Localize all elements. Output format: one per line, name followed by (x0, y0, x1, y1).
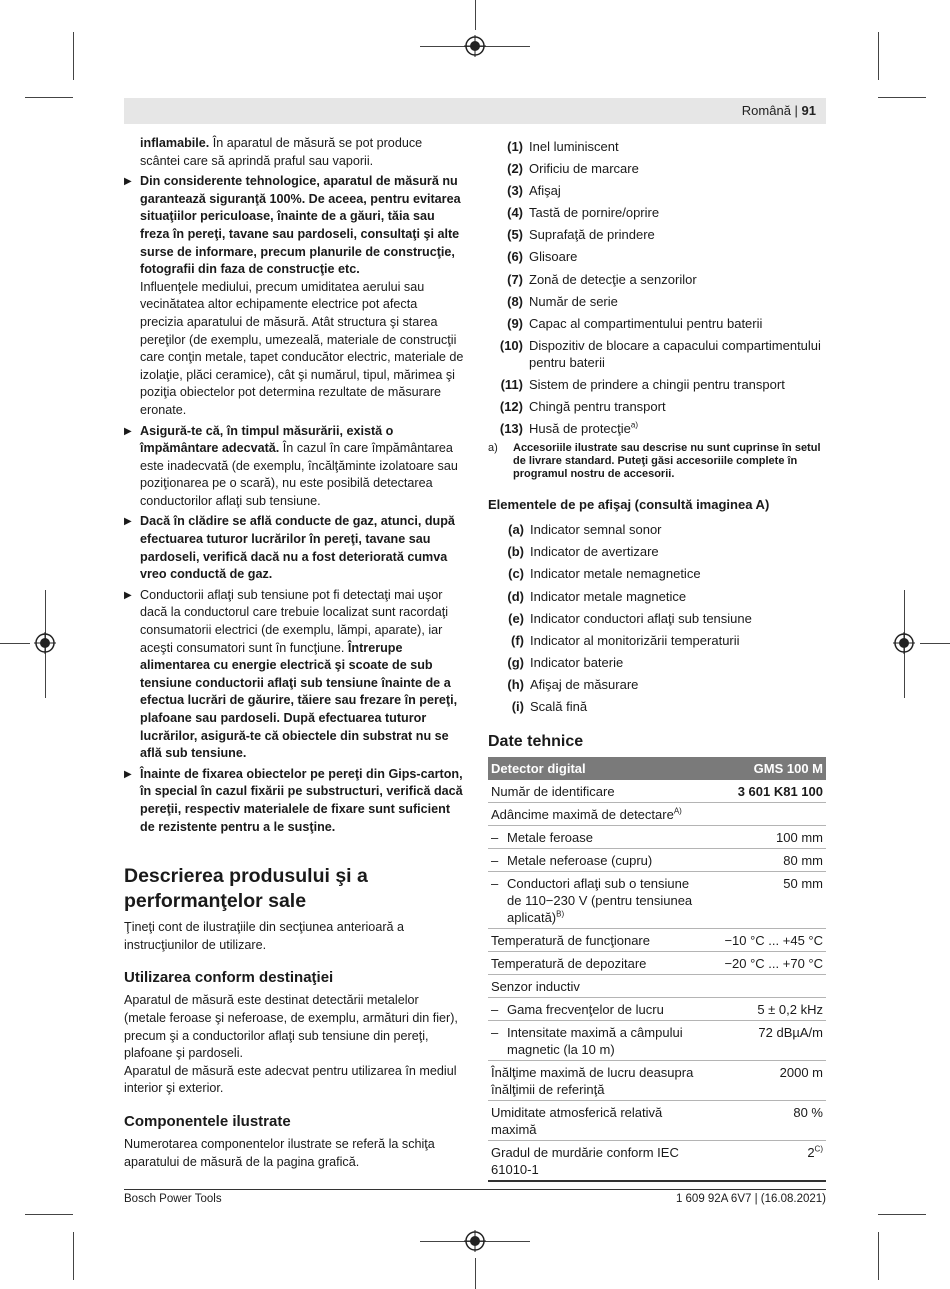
table-cell (488, 1020, 699, 1060)
display-item (488, 654, 826, 671)
display-item-label: Indicator metale nemagnetice (530, 566, 701, 582)
component-item-number: (7) (507, 271, 523, 287)
crop-mark (73, 1232, 74, 1280)
dash: – (491, 1024, 499, 1040)
table-cell: 2000 m (699, 1060, 826, 1100)
registration-mark-icon (464, 35, 486, 57)
display-item-label: Indicator baterie (530, 654, 624, 670)
component-item-label: Dispozitiv de blocare a capacului compartimentului pentru baterii (529, 337, 821, 370)
table-cell: GMS 100 M (699, 757, 826, 780)
crop-mark (878, 97, 926, 98)
component-item (488, 204, 826, 221)
table-cell: −20 °C ... +70 °C (699, 951, 826, 974)
registration-mark-icon (893, 632, 915, 654)
table-row (488, 871, 826, 928)
display-item-number: (b) (507, 544, 524, 560)
table-cell: Umiditate atmosferică relativă maximă (488, 1100, 699, 1140)
display-item (488, 543, 826, 560)
component-item (488, 376, 826, 393)
crop-mark (0, 643, 30, 644)
component-item (488, 160, 826, 177)
table-cell: Temperatură de funcţionare (488, 928, 699, 951)
depth-label: Adâncime maximă de detectare (491, 806, 674, 822)
crop-mark (475, 0, 476, 30)
component-item-number: (10) (499, 337, 523, 353)
table-row (488, 825, 826, 848)
display-item-label: Indicator de avertizare (530, 544, 659, 560)
table-cell (488, 825, 699, 848)
table-cell: Număr de identificare (488, 779, 699, 802)
dash: – (491, 829, 499, 845)
component-item-number: (3) (507, 183, 523, 199)
display-item-number: (i) (511, 698, 524, 714)
component-item (488, 293, 826, 310)
bullet-4-bold: Întrerupe alimentarea cu energie electrică şi scoate de sub tensiune conductorii aflaţi sub tensiune înainte de a efectua lucrări de găurire, tăiere sau frezare în pereţi, plafoane sau pardoseli. După efectuarea tuturor lucrărilor, asigură-te că obiectele din substrat nu se află sub tensiune. (140, 640, 458, 761)
component-item-label: Husă de protecţie (529, 421, 631, 437)
display-item-number: (f) (511, 632, 524, 648)
note-label: a) (488, 442, 498, 455)
bullet-3-bold: Dacă în clădire se află conducte de gaz, atunci, după efectuarea tuturor lucrărilor în pereţi, tavane sau pardoseli, verifică dacă nu a fost deteriorată cumva vreo conductă de gaz. (140, 514, 455, 582)
left-column (124, 135, 464, 1171)
component-item (488, 315, 826, 332)
table-row (488, 1060, 826, 1100)
footnote-ref: B) (556, 909, 565, 919)
page-number: 91 (801, 103, 816, 118)
display-item (488, 565, 826, 582)
label: Conductori aflaţi sub o tensiune de 110−230 V (pentru tensiunea aplicată) (507, 875, 693, 925)
header-text: Română | 91 (741, 103, 816, 118)
table-cell (488, 997, 699, 1020)
table-cell (488, 802, 826, 825)
table-cell: −10 °C ... +45 °C (699, 928, 826, 951)
bullet-5-bold: Înainte de fixarea obiectelor pe pereţi din Gips-carton, în special în cazul fixării pe substructuri, verifică dacă pereţii, respectiv materialele de fixare sunt suficient de rezistente pentru a le susţine. (140, 766, 463, 834)
table-row (488, 974, 826, 997)
safety-bullet (124, 423, 464, 511)
intro-paragraph (124, 135, 464, 170)
crop-mark (878, 32, 879, 80)
component-item (488, 420, 826, 437)
bullet-2-bold: Asigură-te că, în timpul măsurării, există o împământare adecvată. (140, 423, 394, 456)
accessory-note (488, 442, 826, 481)
display-item-label: Indicator al monitorizării temperaturii (530, 632, 740, 648)
footnote-ref: a) (630, 420, 639, 430)
label: Metale feroase (507, 829, 593, 845)
display-list (488, 521, 826, 715)
table-cell (488, 871, 699, 928)
section-title: Descrierea produsului şi a performanţelor sale (124, 865, 368, 913)
component-item-number: (11) (500, 376, 523, 392)
display-item-label: Afişaj de măsurare (530, 676, 639, 692)
right-column (488, 138, 826, 1182)
header-language: Română (741, 103, 791, 118)
component-item-label: Număr de serie (529, 293, 618, 309)
table-cell: Gradul de murdărie conform IEC 61010-1 (488, 1140, 699, 1181)
table-cell: 5 ± 0,2 kHz (699, 997, 826, 1020)
label: Intensitate maximă a câmpului magnetic (la 10 m) (507, 1024, 683, 1057)
component-item-label: Afişaj (529, 183, 561, 199)
display-item-number: (d) (507, 588, 524, 604)
table-row (488, 997, 826, 1020)
component-item-label: Orificiu de marcare (529, 161, 639, 177)
display-item-number: (h) (507, 676, 524, 692)
footnote-ref: C) (814, 1144, 823, 1154)
component-item-number: (1) (507, 139, 523, 154)
display-item (488, 632, 826, 649)
component-item-number: (9) (507, 315, 523, 331)
display-item-number: (c) (508, 566, 524, 582)
table-cell (699, 1140, 826, 1181)
registration-mark-icon (464, 1230, 486, 1252)
footer-rule (124, 1189, 826, 1190)
note-text: Accesoriile ilustrate sau descrise nu sunt cuprinse în setul de livrare standard. Puteţi găsi accesoriile complete în programul nostru de accesorii. (513, 442, 821, 481)
component-list (488, 138, 826, 437)
component-item (488, 226, 826, 243)
table-row (488, 928, 826, 951)
component-item-number: (4) (507, 205, 523, 221)
footnote-ref: A) (673, 806, 682, 816)
intended-use-text: Aparatul de măsură este destinat detectării metalelor (metale feroase şi neferoase, de exemplu, armături din fier), precum şi a conductorilor aflaţi sub tensiune din pereţi, plafoane şi pardoseli. (124, 993, 458, 1061)
component-item-label: Chingă pentru transport (529, 399, 666, 415)
table-row (488, 1020, 826, 1060)
label: Metale neferoase (cupru) (507, 852, 653, 868)
display-item-label: Indicator metale magnetice (530, 588, 687, 604)
component-item (488, 138, 826, 155)
table-cell: 3 601 K81 100 (699, 779, 826, 802)
label: Gama frecvenţelor de lucru (507, 1001, 664, 1017)
intended-use-text-2: Aparatul de măsură este adecvat pentru utilizarea în mediul interior şi exterior. (124, 1063, 457, 1096)
table-cell: Senzor inductiv (488, 974, 826, 997)
component-item (488, 337, 826, 371)
subsection-title-components: Componentele ilustrate (124, 1112, 291, 1130)
registration-mark-icon (34, 632, 56, 654)
display-item-number: (e) (508, 610, 524, 626)
display-item (488, 698, 826, 715)
component-item-label: Glisoare (529, 249, 578, 265)
display-item-number: (g) (507, 654, 524, 670)
table-cell: Înălţime maximă de lucru deasupra înălţimii de referinţă (488, 1060, 699, 1100)
dash: – (491, 852, 499, 868)
intro-rest: În aparatul de măsură se pot produce scântei care să aprindă praful sau vaporii. (140, 136, 423, 168)
table-cell: 80 % (699, 1100, 826, 1140)
crop-mark (475, 1258, 476, 1289)
component-item (488, 271, 826, 288)
dash: – (491, 1001, 499, 1017)
table-row (488, 779, 826, 802)
table-row (488, 951, 826, 974)
display-item-label: Indicator conductori aflaţi sub tensiune (530, 610, 752, 626)
safety-bullet (124, 513, 464, 583)
bullet-1-text: Influenţele mediului, precum umiditatea aerului sau vecinătatea altor echipamente electrice pot afecta precizia aparatului de măsură. Atât structura şi starea pereţilor (de exemplu, umezeală, materiale de construcţii care conţin metale, tapet conducător electric, materiale de izolaţie, plăci ceramice), cât şi numărul, tipul, mărimea şi poziţia obiectelor pot determina rezultate de măsurare eronate. (140, 279, 464, 417)
table-cell: Temperatură de depozitare (488, 951, 699, 974)
footer-left: Bosch Power Tools (124, 1193, 222, 1205)
footer-right: 1 609 92A 6V7 | (16.08.2021) (675, 1193, 826, 1205)
table-row (488, 1100, 826, 1140)
component-item-label: Capac al compartimentului pentru baterii (529, 315, 763, 331)
safety-bullet (124, 173, 464, 419)
display-item (488, 588, 826, 605)
bullet-2-text: În cazul în care împământarea este inadecvată (de exemplu, încălţăminte izolatoare sau poziţionarea pe o scară), nu este posibilă detectarea conductorilor aflaţi sub tensiune. (140, 441, 458, 508)
component-item-number: (13) (499, 421, 523, 437)
dash: – (491, 875, 499, 891)
component-item-number: (6) (507, 249, 523, 265)
subsection-title-intended-use: Utilizarea conform destinaţiei (124, 969, 334, 987)
bullet-4-text: Conductorii aflaţi sub tensiune pot fi detectaţi mai uşor dacă la conductorul care trebuie localizat sunt racordaţi consumatorii electrici (de exemplu, lămpi, aparate), iar aceşti consumatori sunt în funcţiune. (140, 587, 449, 655)
display-item-label: Indicator semnal sonor (530, 522, 662, 538)
tech-data-table (488, 757, 826, 1182)
table-cell: 80 mm (699, 848, 826, 871)
table-cell: 100 mm (699, 825, 826, 848)
component-item-number: (8) (507, 293, 523, 309)
display-item (488, 676, 826, 693)
table-cell: 72 dBµA/m (699, 1020, 826, 1060)
display-elements-heading: Elementele de pe afişaj (consultă imaginea A) (488, 497, 770, 513)
safety-bullet (124, 587, 464, 763)
component-item (488, 182, 826, 199)
section-intro: Ţineţi cont de ilustraţiile din secţiunea anterioară a instrucţiunilor de utilizare. (124, 920, 405, 952)
crop-mark (878, 1232, 879, 1280)
crop-mark (878, 1214, 926, 1215)
safety-bullet (124, 766, 464, 836)
table-row (488, 802, 826, 825)
page-header (124, 98, 826, 124)
component-item-number: (12) (499, 399, 523, 415)
display-item-number: (a) (508, 522, 524, 538)
intro-bold: inflamabile. (140, 136, 210, 150)
component-item-label: Zonă de detecţie a senzorilor (529, 271, 697, 287)
component-item-label: Inel luminiscent (529, 139, 619, 154)
component-item (488, 398, 826, 415)
component-item-label: Tastă de pornire/oprire (529, 205, 660, 221)
display-item-label: Scală fină (530, 698, 588, 714)
tech-data-heading: Date tehnice (488, 732, 584, 750)
crop-mark (25, 97, 73, 98)
table-row (488, 757, 826, 780)
component-item (488, 248, 826, 265)
table-cell: Detector digital (488, 757, 699, 780)
table-row (488, 848, 826, 871)
table-cell: 50 mm (699, 871, 826, 928)
display-item (488, 521, 826, 538)
component-item-number: (2) (507, 161, 523, 177)
crop-mark (25, 1214, 73, 1215)
pollution-value: 2 (807, 1144, 815, 1160)
table-cell (488, 848, 699, 871)
component-item-number: (5) (507, 227, 523, 243)
component-item-label: Sistem de prindere a chingii pentru transport (529, 376, 785, 392)
components-text: Numerotarea componentelor ilustrate se referă la schiţa aparatului de măsură de la pagina grafică. (124, 1136, 435, 1169)
bullet-1-bold: Din considerente tehnologice, aparatul de măsură nu garantează siguranţă 100%. De aceea, pentru evitarea situaţiilor periculoase, înainte de a găuri, tăia sau freza în pereţi, tavane sau pardoseli, consultaţi şi alte surse de informare, precum planurile de construcţie, fotografii din faza de construcţie etc. (140, 174, 461, 277)
crop-mark (73, 32, 74, 80)
display-item (488, 610, 826, 627)
component-item-label: Suprafaţă de prindere (529, 227, 655, 243)
crop-mark (920, 643, 950, 644)
table-row (488, 1140, 826, 1181)
